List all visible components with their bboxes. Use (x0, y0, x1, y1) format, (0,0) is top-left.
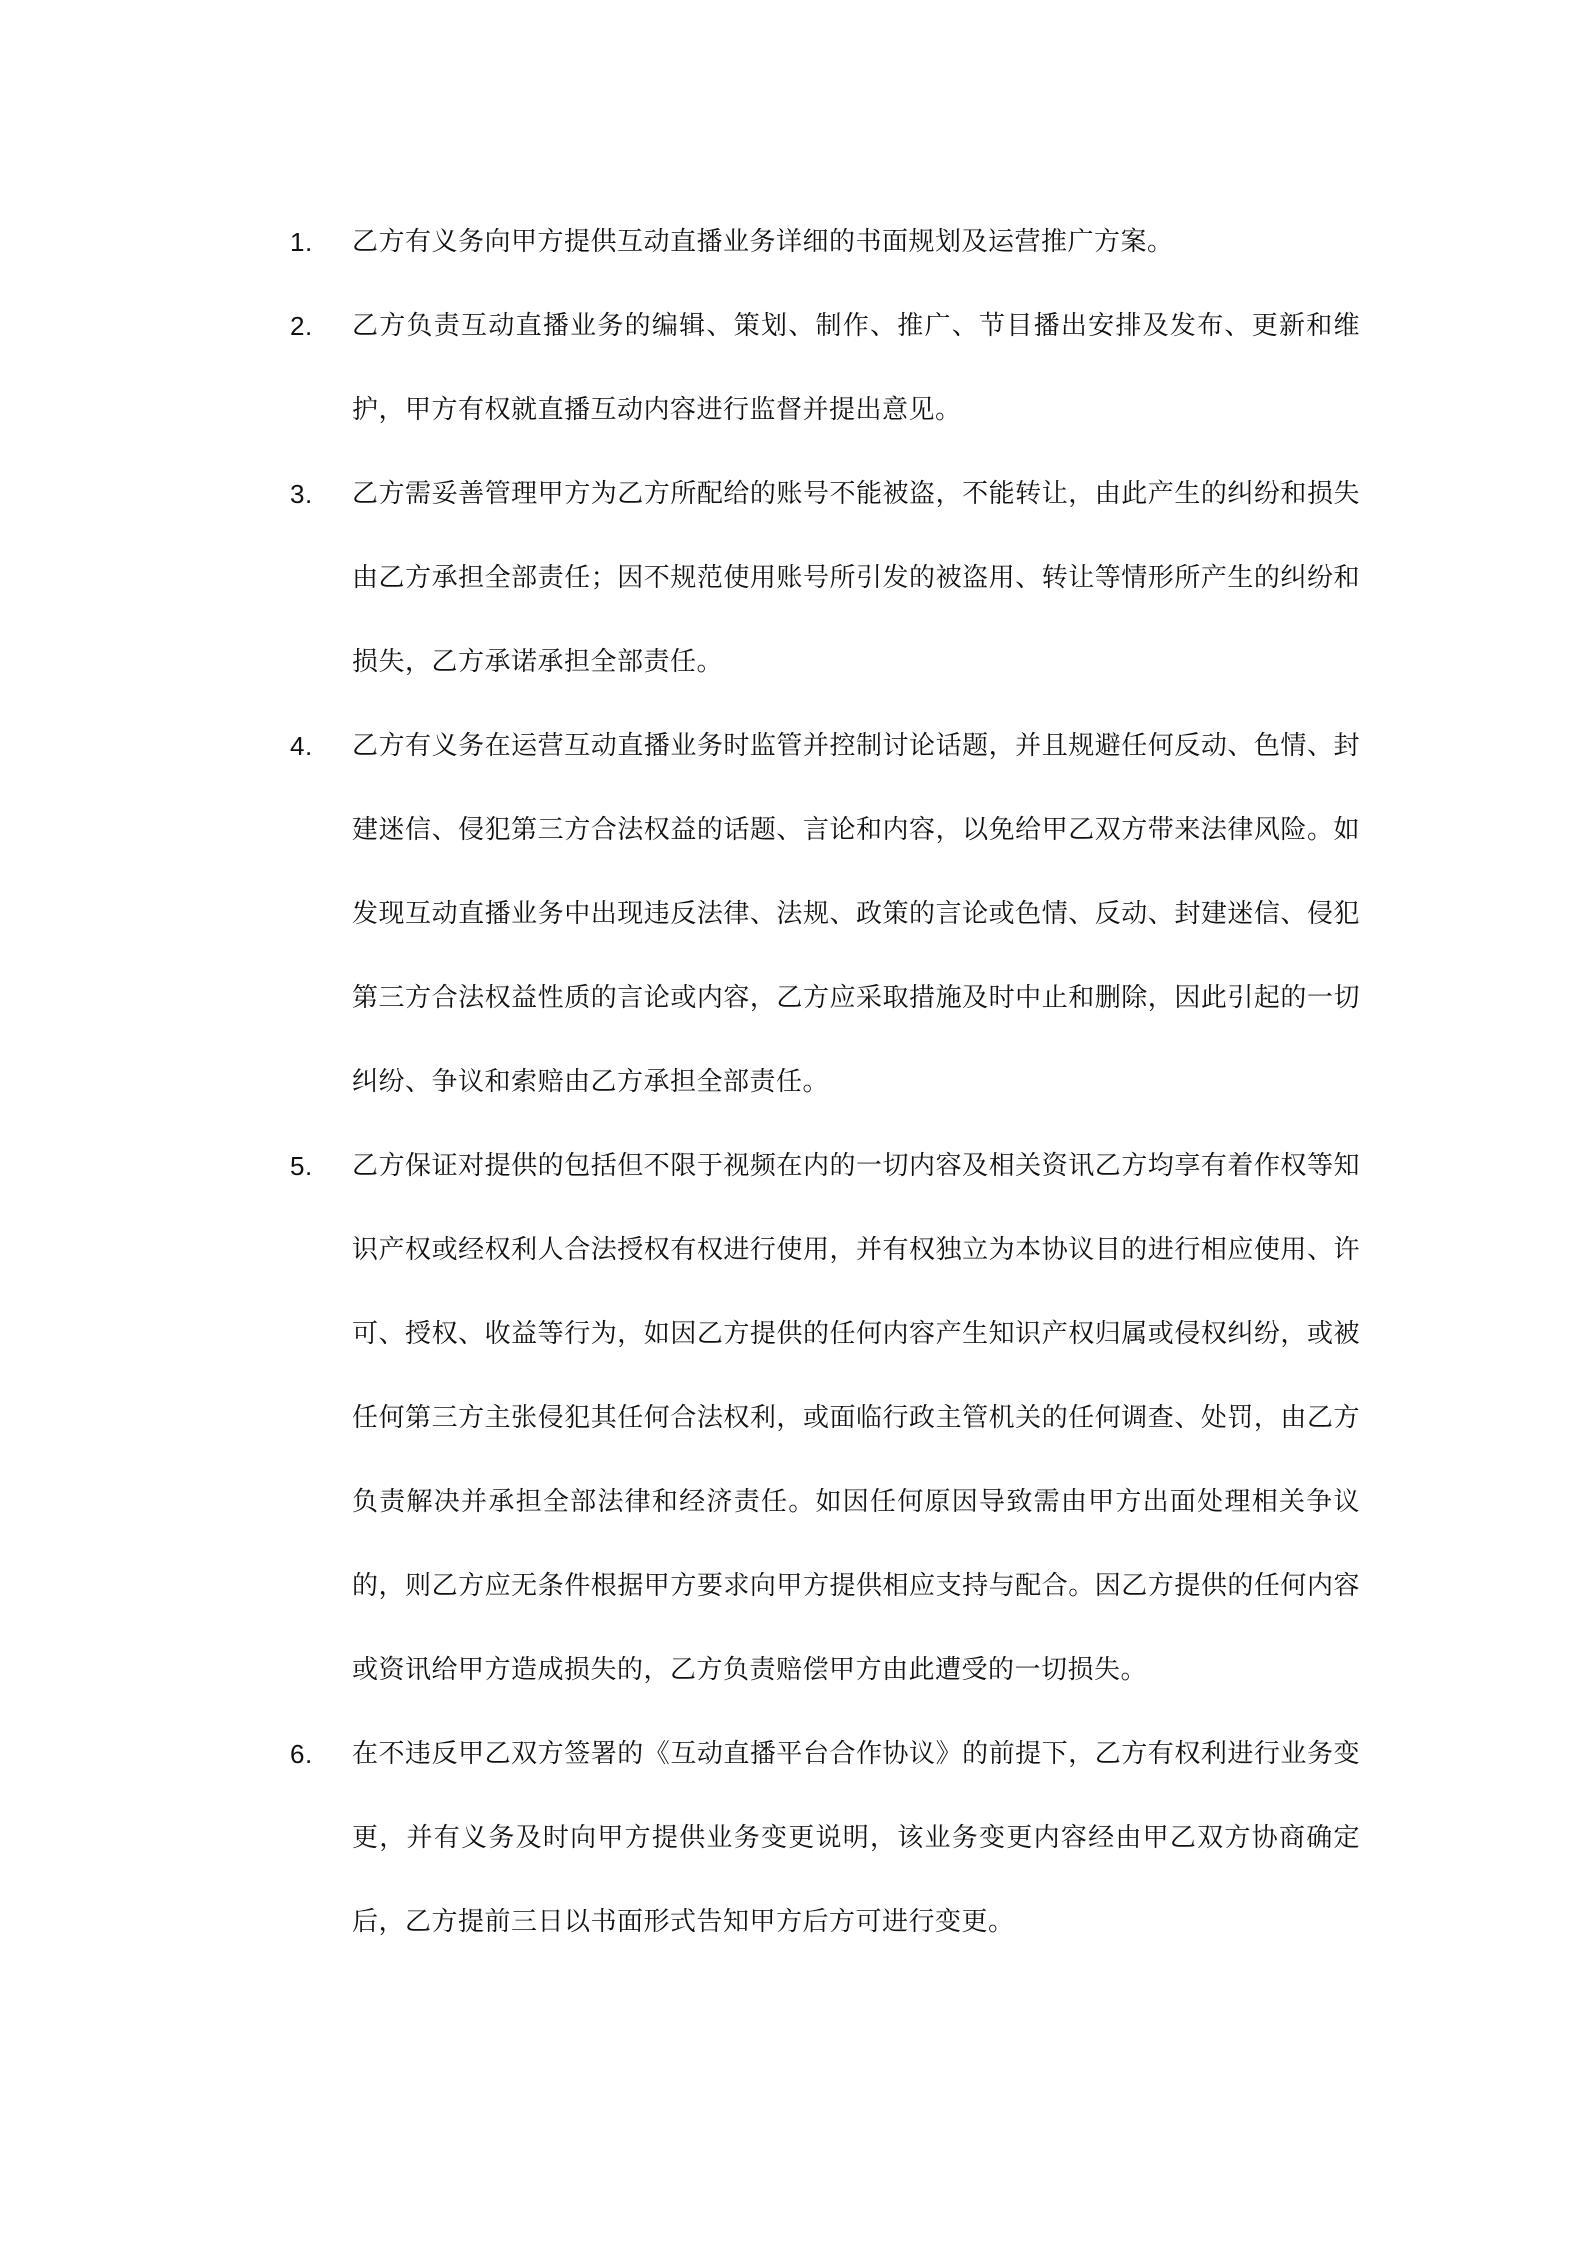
clause-text: 在不违反甲乙双方签署的《互动直播平台合作协议》的前提下，乙方有权利进行业务变更，并有义务及时向甲方提供业务变更说明，该业务变更内容经由甲乙双方协商确定后，乙方提前三日以书面形式告知甲方后方可进行变更。 (352, 1739, 1360, 1937)
clause-text: 乙方有义务向甲方提供互动直播业务详细的书面规划及运营推广方案。 (352, 227, 1174, 257)
clause-number: 4. (290, 731, 313, 761)
clause-item (290, 284, 1360, 452)
clause-number: 2. (290, 311, 313, 341)
clause-number: 3. (290, 479, 313, 509)
clause-list (290, 200, 1360, 1964)
clause-item (290, 452, 1360, 704)
clause-item (290, 1712, 1360, 1964)
clause-text: 乙方需妥善管理甲方为乙方所配给的账号不能被盗，不能转让，由此产生的纠纷和损失由乙方承担全部责任；因不规范使用账号所引发的被盗用、转让等情形所产生的纠纷和损失，乙方承诺承担全部责任。 (352, 479, 1360, 677)
clause-item (290, 704, 1360, 1124)
clause-number: 1. (290, 227, 313, 257)
clause-number: 5. (290, 1151, 313, 1181)
clause-item (290, 200, 1360, 284)
clause-number: 6. (290, 1739, 313, 1769)
clause-item (290, 1124, 1360, 1712)
clause-text: 乙方负责互动直播业务的编辑、策划、制作、推广、节目播出安排及发布、更新和维护，甲方有权就直播互动内容进行监督并提出意见。 (352, 311, 1360, 425)
clause-text: 乙方保证对提供的包括但不限于视频在内的一切内容及相关资讯乙方均享有着作权等知识产权或经权利人合法授权有权进行使用，并有权独立为本协议目的进行相应使用、许可、授权、收益等行为，如因乙方提供的任何内容产生知识产权归属或侵权纠纷，或被任何第三方主张侵犯其任何合法权利，或面临行政主管机关的任何调查、处罚，由乙方负责解决并承担全部法律和经济责任。如因任何原因导致需由甲方出面处理相关争议的，则乙方应无条件根据甲方要求向甲方提供相应支持与配合。因乙方提供的任何内容或资讯给甲方造成损失的，乙方负责赔偿甲方由此遭受的一切损失。 (352, 1151, 1360, 1685)
clause-text: 乙方有义务在运营互动直播业务时监管并控制讨论话题，并且规避任何反动、色情、封建迷信、侵犯第三方合法权益的话题、言论和内容，以免给甲乙双方带来法律风险。如发现互动直播业务中出现违反法律、法规、政策的言论或色情、反动、封建迷信、侵犯第三方合法权益性质的言论或内容，乙方应采取措施及时中止和删除，因此引起的一切纠纷、争议和索赔由乙方承担全部责任。 (352, 731, 1360, 1097)
